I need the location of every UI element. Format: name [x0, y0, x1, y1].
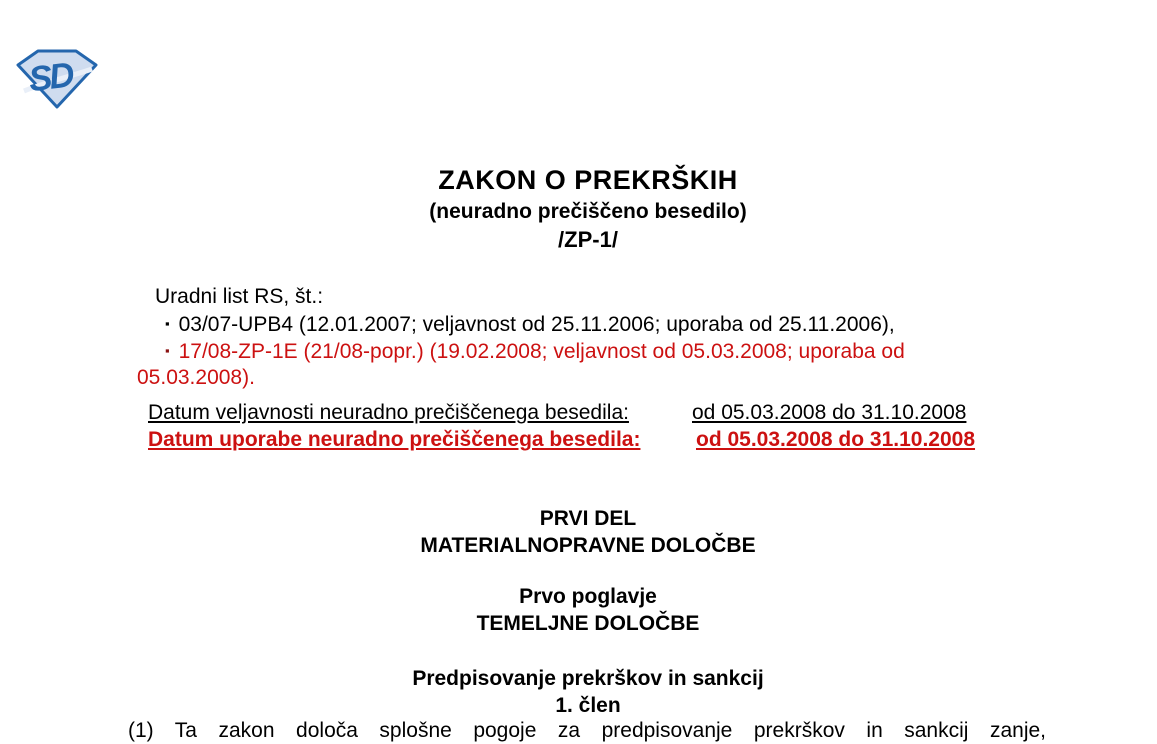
gazette-item-2-text-line2: 05.03.2008).	[137, 366, 255, 389]
validity-row-2	[148, 426, 1048, 453]
logo-letters: SD	[26, 55, 74, 100]
document-subtitle: (neuradno prečiščeno besedilo)	[429, 200, 747, 223]
square-bullet-icon: ▪	[165, 316, 170, 331]
part-label: PRVI DEL	[539, 507, 637, 530]
chapter-label: Prvo poglavje	[519, 585, 657, 608]
gazette-item-1-text: 03/07-UPB4 (12.01.2007; veljavnost od 25.11.2006; uporaba od 25.11.2006),	[178, 313, 895, 336]
article-heading: Predpisovanje prekrškov in sankcij	[412, 667, 764, 690]
validity-row-1	[148, 399, 1048, 426]
validity-value-1: od 05.03.2008 do 31.10.2008	[692, 401, 967, 424]
validity-label-1: Datum veljavnosti neuradno prečiščenega besedila:	[148, 401, 629, 424]
gazette-intro: Uradni list RS, št.:	[155, 285, 324, 308]
document-code: /ZP-1/	[558, 227, 618, 252]
gazette-item-2	[165, 337, 905, 365]
gazette-item-2-text-line1: 17/08-ZP-1E (21/08-popr.) (19.02.2008; veljavnost od 05.03.2008; uporaba od	[178, 340, 905, 363]
gazette-item-1	[165, 310, 895, 338]
sd-logo	[14, 48, 100, 110]
square-bullet-icon: ▪	[165, 343, 170, 358]
document-title: ZAKON O PREKRŠKIH	[438, 165, 738, 195]
part-title: MATERIALNOPRAVNE DOLOČBE	[420, 534, 756, 557]
validity-value-2: od 05.03.2008 do 31.10.2008	[696, 428, 976, 451]
article-paragraph-1: (1) Ta zakon določa splošne pogoje za predpisovanje prekrškov in sankcij zanje,	[128, 719, 1046, 742]
chapter-title: TEMELJNE DOLOČBE	[476, 612, 700, 635]
validity-label-2: Datum uporabe neuradno prečiščenega besedila:	[148, 428, 641, 451]
article-number: 1. člen	[555, 694, 621, 717]
